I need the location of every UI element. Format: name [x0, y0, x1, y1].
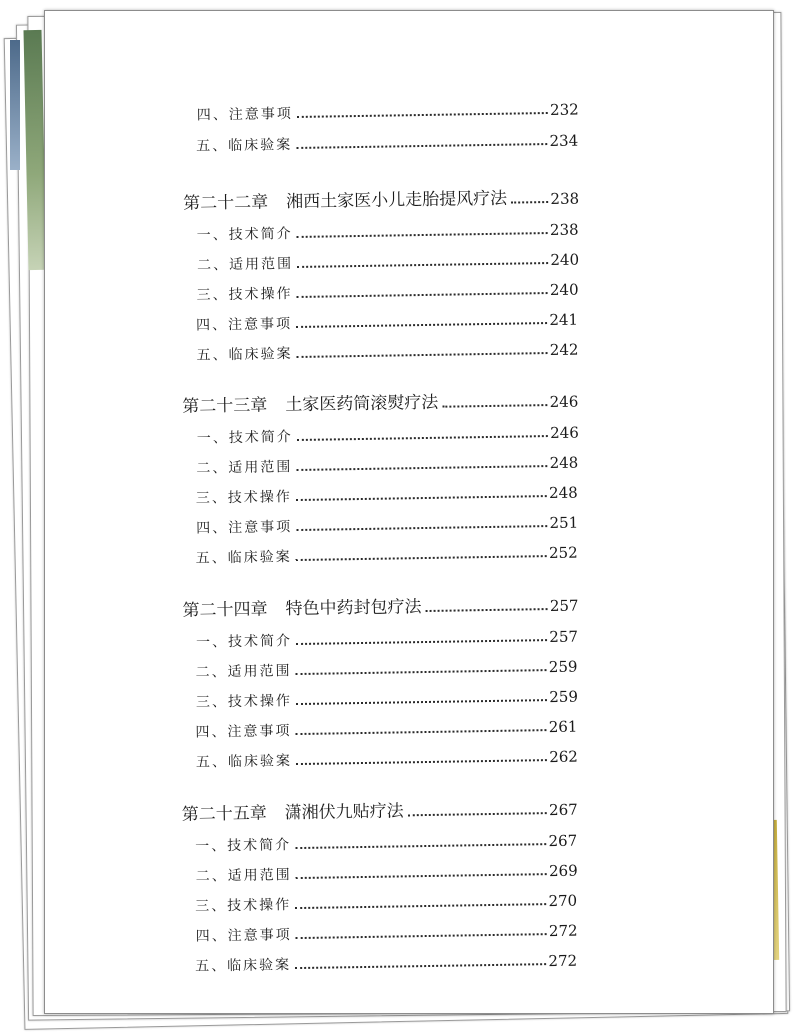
- toc-section-label: 二、适用范围: [195, 867, 292, 885]
- page-number: 248: [549, 453, 579, 473]
- page-number: 257: [549, 627, 579, 647]
- toc-chapter-label: [182, 796, 404, 824]
- leader-dots: [408, 812, 547, 816]
- page-number: 259: [548, 657, 578, 677]
- toc-chapter-entry[interactable]: [182, 591, 578, 621]
- page-number: 269: [548, 861, 578, 881]
- leader-dots: [296, 465, 547, 471]
- page-number: 246: [550, 423, 579, 443]
- toc-chapter-label: [182, 592, 421, 621]
- toc-section-label: 三、技术操作: [195, 693, 293, 711]
- toc-section-label: 五、临床验案: [195, 957, 292, 975]
- toc-chapter-entry[interactable]: [182, 795, 578, 825]
- toc-section-label: 三、技术操作: [196, 286, 293, 304]
- leader-dots: [296, 933, 547, 939]
- page-number: 240: [550, 250, 580, 269]
- toc-page: [44, 10, 774, 1014]
- toc-section-entry[interactable]: [195, 886, 577, 916]
- chapter-number: 第二十二章: [182, 192, 269, 214]
- leader-dots: [297, 262, 548, 268]
- page-number: 267: [548, 800, 578, 820]
- toc-section-label: 四、注意事项: [196, 519, 293, 537]
- leader-dots: [442, 404, 547, 408]
- leader-dots: [295, 963, 546, 969]
- chapter-number: 第二十四章: [182, 599, 268, 621]
- toc-section-entry[interactable]: [196, 682, 578, 712]
- cover-edge: [10, 40, 20, 170]
- chapter-title: 湘西土家医小儿走胎提风疗法: [285, 188, 508, 213]
- page-number: 234: [549, 131, 579, 150]
- chapter-title: 特色中药封包疗法: [285, 597, 422, 620]
- toc-section-entry[interactable]: [197, 245, 579, 275]
- toc-section-entry[interactable]: [196, 448, 578, 478]
- toc-section-entry[interactable]: [195, 916, 577, 946]
- leader-dots: [296, 322, 547, 328]
- toc-section-entry[interactable]: [196, 622, 578, 652]
- toc-section-label: 二、适用范围: [196, 459, 293, 477]
- page-number: 232: [549, 100, 579, 119]
- toc-section-entry[interactable]: [196, 742, 578, 772]
- page-number: 257: [549, 596, 579, 616]
- leader-dots: [296, 669, 547, 675]
- toc-section-entry[interactable]: [196, 478, 578, 508]
- leader-dots: [297, 435, 548, 441]
- toc-section-label: 五、临床验案: [195, 549, 292, 567]
- page-number: 246: [549, 392, 579, 412]
- toc-chapter-entry[interactable]: [183, 184, 579, 214]
- toc-section-label: 五、临床验案: [196, 137, 293, 155]
- leader-dots: [511, 201, 548, 204]
- page-number: 267: [548, 831, 578, 851]
- toc-section-entry[interactable]: [195, 826, 577, 856]
- leader-dots: [296, 639, 547, 645]
- toc-section-entry[interactable]: [195, 652, 577, 682]
- page-number: 272: [548, 921, 578, 941]
- chapter-title: 土家医药筒滚熨疗法: [285, 392, 439, 416]
- page-number: 251: [549, 513, 579, 533]
- page-number: 238: [549, 220, 579, 240]
- leader-dots: [297, 112, 548, 118]
- leader-dots: [297, 352, 548, 358]
- toc-section-entry[interactable]: [196, 275, 578, 305]
- leader-dots: [296, 495, 547, 501]
- toc-section-entry[interactable]: [195, 712, 577, 742]
- page-number: 252: [548, 543, 578, 563]
- toc-chapter-label: [182, 388, 438, 417]
- toc-section-label: 三、技术操作: [195, 897, 292, 915]
- chapter-title: 潇湘伏九贴疗法: [284, 801, 404, 824]
- leader-dots: [296, 143, 547, 149]
- page-number: 242: [549, 340, 579, 360]
- leader-dots: [296, 555, 547, 561]
- leader-dots: [426, 608, 548, 612]
- page-number: 272: [548, 951, 578, 971]
- leader-dots: [296, 873, 547, 879]
- toc-section-entry[interactable]: [196, 305, 578, 335]
- leader-dots: [295, 843, 546, 849]
- toc-section-label: 一、技术简介: [195, 633, 293, 651]
- chapter-number: 第二十三章: [182, 395, 268, 417]
- toc-section-label: 一、技术简介: [196, 226, 293, 244]
- toc-section-entry[interactable]: [196, 335, 578, 365]
- toc-section-entry[interactable]: [195, 538, 577, 568]
- toc-chapter-entry[interactable]: [182, 387, 578, 417]
- leader-dots: [297, 232, 548, 238]
- page-number: 262: [549, 747, 579, 767]
- leader-dots: [296, 759, 547, 765]
- toc-section-label: 四、注意事项: [196, 106, 293, 124]
- toc-section-label: 一、技术简介: [196, 429, 293, 447]
- table-of-contents: [37, 6, 781, 1019]
- page-number: 270: [548, 891, 578, 911]
- chapter-number: 第二十五章: [181, 803, 267, 825]
- toc-section-entry[interactable]: [196, 215, 578, 245]
- toc-section-label: 二、适用范围: [195, 663, 292, 681]
- leader-dots: [296, 699, 547, 705]
- page-number: 259: [549, 687, 579, 707]
- toc-section-label: 五、临床验案: [196, 346, 293, 364]
- page-number: 241: [549, 310, 579, 330]
- page-number: 238: [550, 189, 580, 208]
- toc-section-entry[interactable]: [197, 418, 579, 448]
- toc-section-entry[interactable]: [195, 946, 577, 976]
- page-number: 240: [549, 280, 579, 300]
- toc-section-entry[interactable]: [196, 126, 578, 156]
- leader-dots: [296, 525, 547, 531]
- toc-section-label: 四、注意事项: [195, 316, 293, 334]
- toc-section-entry[interactable]: [197, 95, 579, 125]
- page-number: 248: [548, 483, 578, 503]
- toc-section-entry[interactable]: [196, 508, 578, 538]
- toc-section-label: 五、临床验案: [195, 753, 293, 771]
- toc-section-label: 四、注意事项: [195, 723, 292, 741]
- toc-section-label: 三、技术操作: [195, 489, 292, 507]
- toc-section-label: 二、适用范围: [196, 256, 294, 274]
- toc-section-entry[interactable]: [195, 856, 577, 886]
- toc-section-label: 一、技术简介: [195, 837, 292, 855]
- leader-dots: [297, 292, 548, 298]
- leader-dots: [295, 729, 546, 735]
- leader-dots: [295, 903, 546, 909]
- toc-chapter-label: [183, 184, 507, 214]
- page-number: 261: [548, 717, 578, 737]
- toc-section-label: 四、注意事项: [195, 927, 292, 945]
